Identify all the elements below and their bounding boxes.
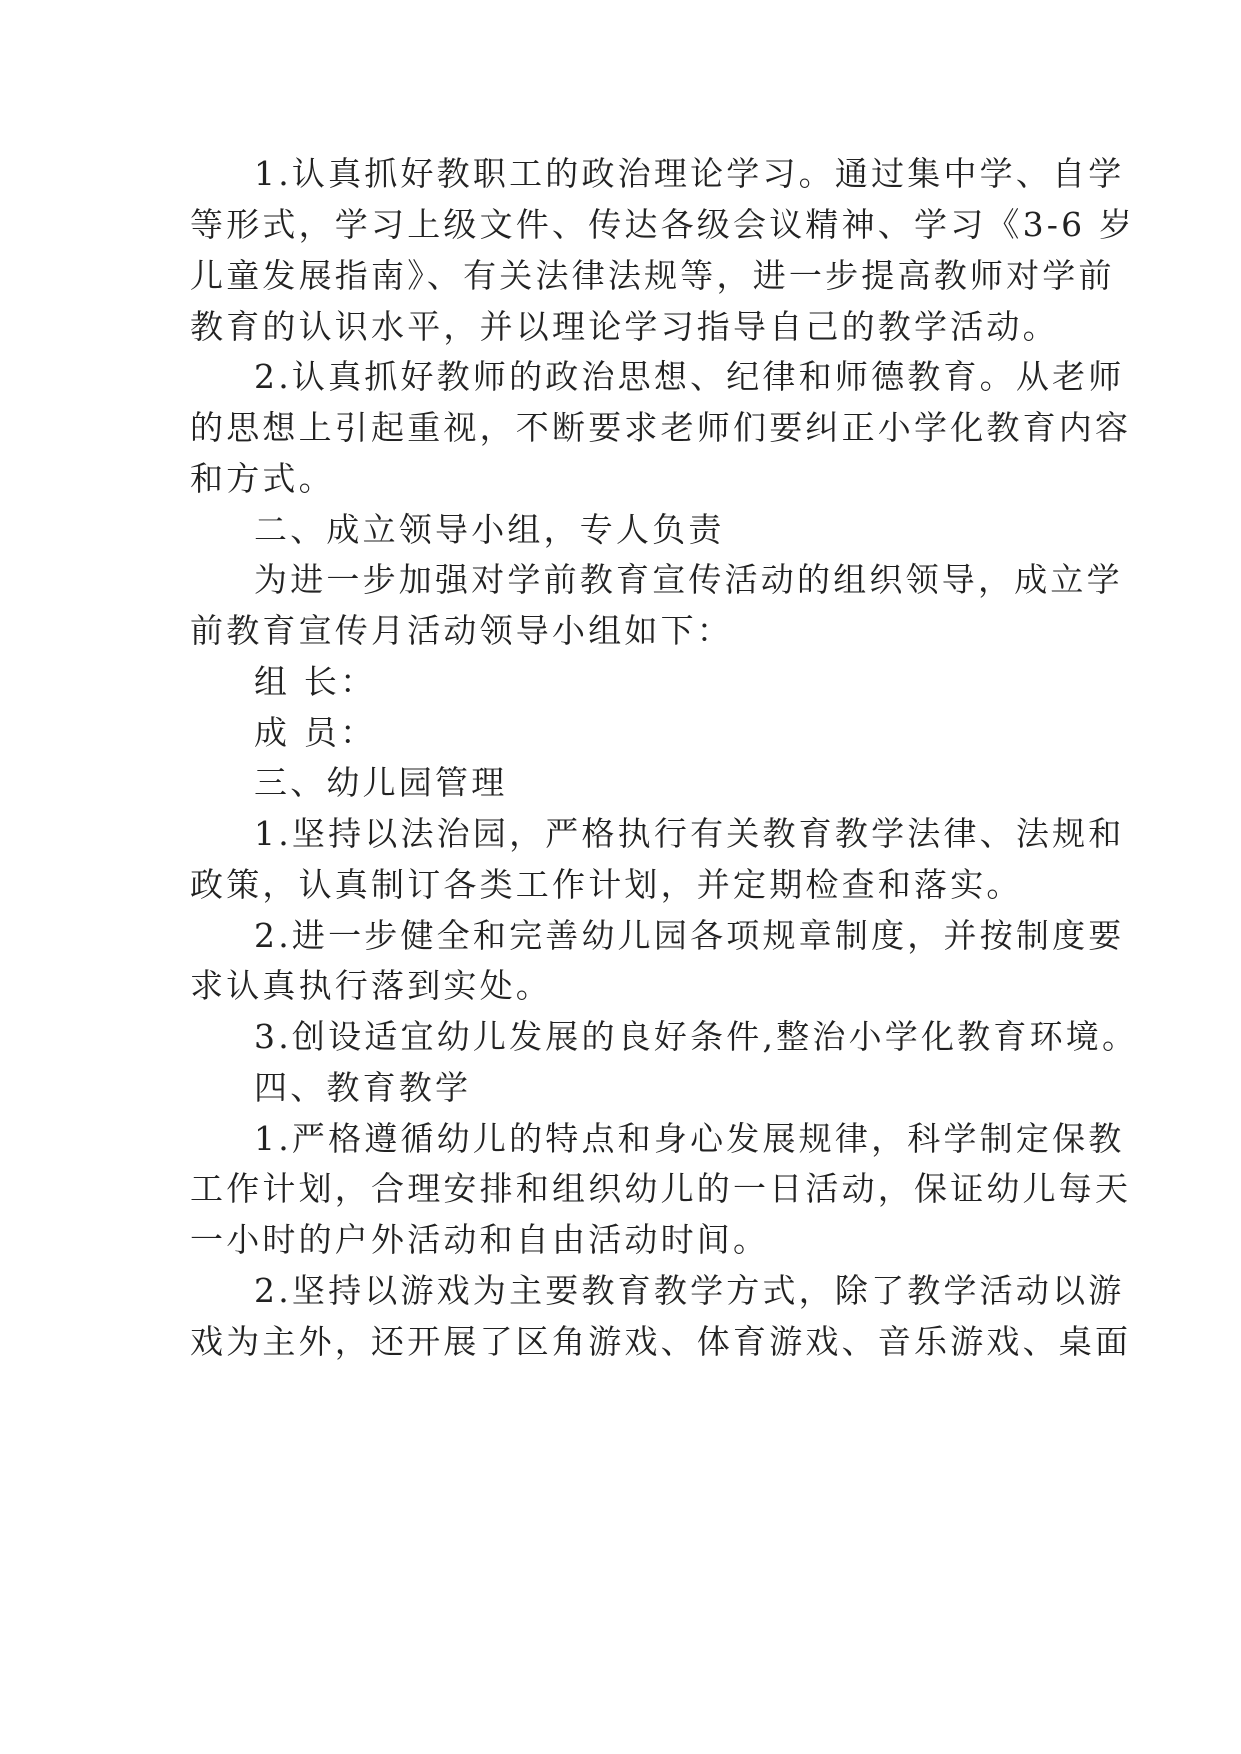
paragraph-line: 2.认真抓好教师的政治思想、纪律和师德教育。从老师 bbox=[254, 357, 1125, 396]
paragraph-line: 成 员： bbox=[254, 713, 377, 752]
paragraph-line: 前教育宣传月活动领导小组如下： bbox=[190, 611, 733, 650]
paragraph-line: 2.进一步健全和完善幼儿园各项规章制度，并按制度要 bbox=[254, 916, 1125, 955]
paragraph-line: 求认真执行落到实处。 bbox=[190, 966, 552, 1005]
paragraph-line: 组 长： bbox=[254, 662, 377, 701]
paragraph-line: 的思想上引起重视，不断要求老师们要纠正小学化教育内容 bbox=[190, 408, 1132, 447]
section-heading: 三、幼儿园管理 bbox=[254, 763, 508, 802]
paragraph-line: 戏为主外，还开展了区角游戏、体育游戏、音乐游戏、桌面 bbox=[190, 1322, 1132, 1361]
section-heading: 二、成立领导小组，专人负责 bbox=[254, 510, 725, 549]
paragraph-line: 为进一步加强对学前教育宣传活动的组织领导，成立学 bbox=[254, 560, 1123, 599]
paragraph-line: 和方式。 bbox=[190, 459, 335, 498]
paragraph-line: 政策，认真制订各类工作计划，并定期检查和落实。 bbox=[190, 865, 1023, 904]
paragraph-line: 2.坚持以游戏为主要教育教学方式，除了教学活动以游 bbox=[254, 1271, 1125, 1310]
paragraph-line: 等形式，学习上级文件、传达各级会议精神、学习《3-6 岁 bbox=[190, 205, 1136, 244]
paragraph-line: 1.坚持以法治园，严格执行有关教育教学法律、法规和 bbox=[254, 814, 1125, 853]
paragraph-line: 3.创设适宜幼儿发展的良好条件,整治小学化教育环境。 bbox=[254, 1017, 1139, 1056]
paragraph-line: 1.严格遵循幼儿的特点和身心发展规律，科学制定保教 bbox=[254, 1119, 1125, 1158]
paragraph-line: 儿童发展指南》、有关法律法规等，进一步提高教师对学前 bbox=[190, 256, 1115, 295]
paragraph-line: 一小时的户外活动和自由活动时间。 bbox=[190, 1220, 770, 1259]
paragraph-line: 1.认真抓好教职工的政治理论学习。通过集中学、自学 bbox=[254, 154, 1125, 193]
paragraph-line: 教育的认识水平，并以理论学习指导自己的教学活动。 bbox=[190, 307, 1059, 346]
paragraph-line: 工作计划，合理安排和组织幼儿的一日活动，保证幼儿每天 bbox=[190, 1169, 1132, 1208]
section-heading: 四、教育教学 bbox=[254, 1068, 472, 1107]
